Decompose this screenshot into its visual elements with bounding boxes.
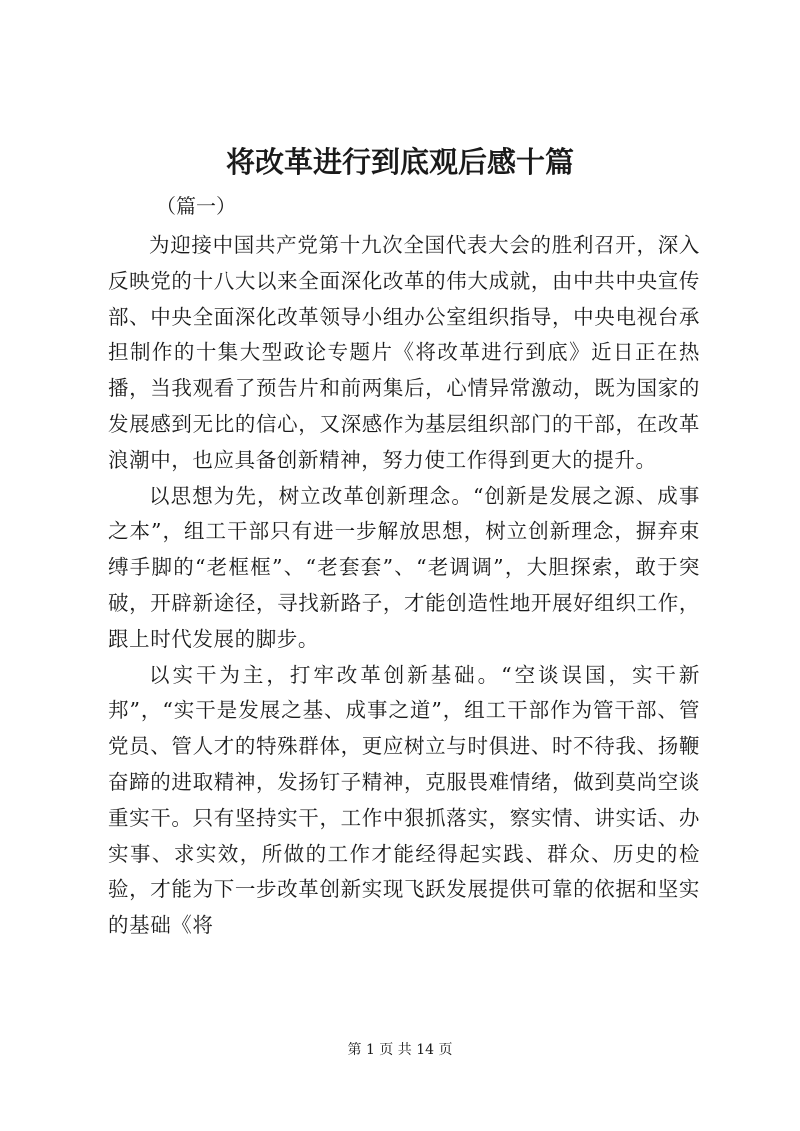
paragraph-2: 以思想为先，树立改革创新理念。“创新是发展之源、成事之本”，组工干部只有进一步解放思想，树立创新理念，摒弃束缚手脚的“老框框”、“老套套”、“老调调”，大胆探索，敢于突破，开辟新途径，寻找新路子，才能创造性地开展好组织工作，跟上时代发展的脚步。: [108, 483, 700, 651]
paragraph-1: 为迎接中国共产党第十九次全国代表大会的胜利召开，深入反映党的十八大以来全面深化改革的伟大成就，由中共中央宣传部、中央全面深化改革领导小组办公室组织指导，中央电视台承担制作的十集大型政论专题片《将改革进行到底》近日正在热播，当我观看了预告片和前两集后，心情异常激动，既为国家的发展感到无比的信心，又深感作为基层组织部门的干部，在改革浪潮中，也应具备创新精神，努力使工作得到更大的提升。: [108, 233, 700, 472]
section-label: （篇一）: [156, 194, 236, 218]
document-title: 将改革进行到底观后感十篇: [225, 145, 574, 179]
page-footer: 第 1 页 共 14 页: [347, 1042, 453, 1058]
paragraph-3: 以实干为主，打牢改革创新基础。“空谈误国，实干新邦”，“实干是发展之基、成事之道”，组工干部作为管干部、管党员、管人才的特殊群体，更应树立与时俱进、时不待我、扬鞭奋蹄的进取精神，发扬钉子精神，克服畏难情绪，做到莫尚空谈重实干。只有坚持实干，工作中狠抓落实，察实情、讲实话、办实事、求实效，所做的工作才能经得起实践、群众、历史的检验，才能为下一步改革创新实现飞跃发展提供可靠的依据和坚实的基础《将: [108, 662, 700, 938]
document-body: [108, 228, 700, 944]
